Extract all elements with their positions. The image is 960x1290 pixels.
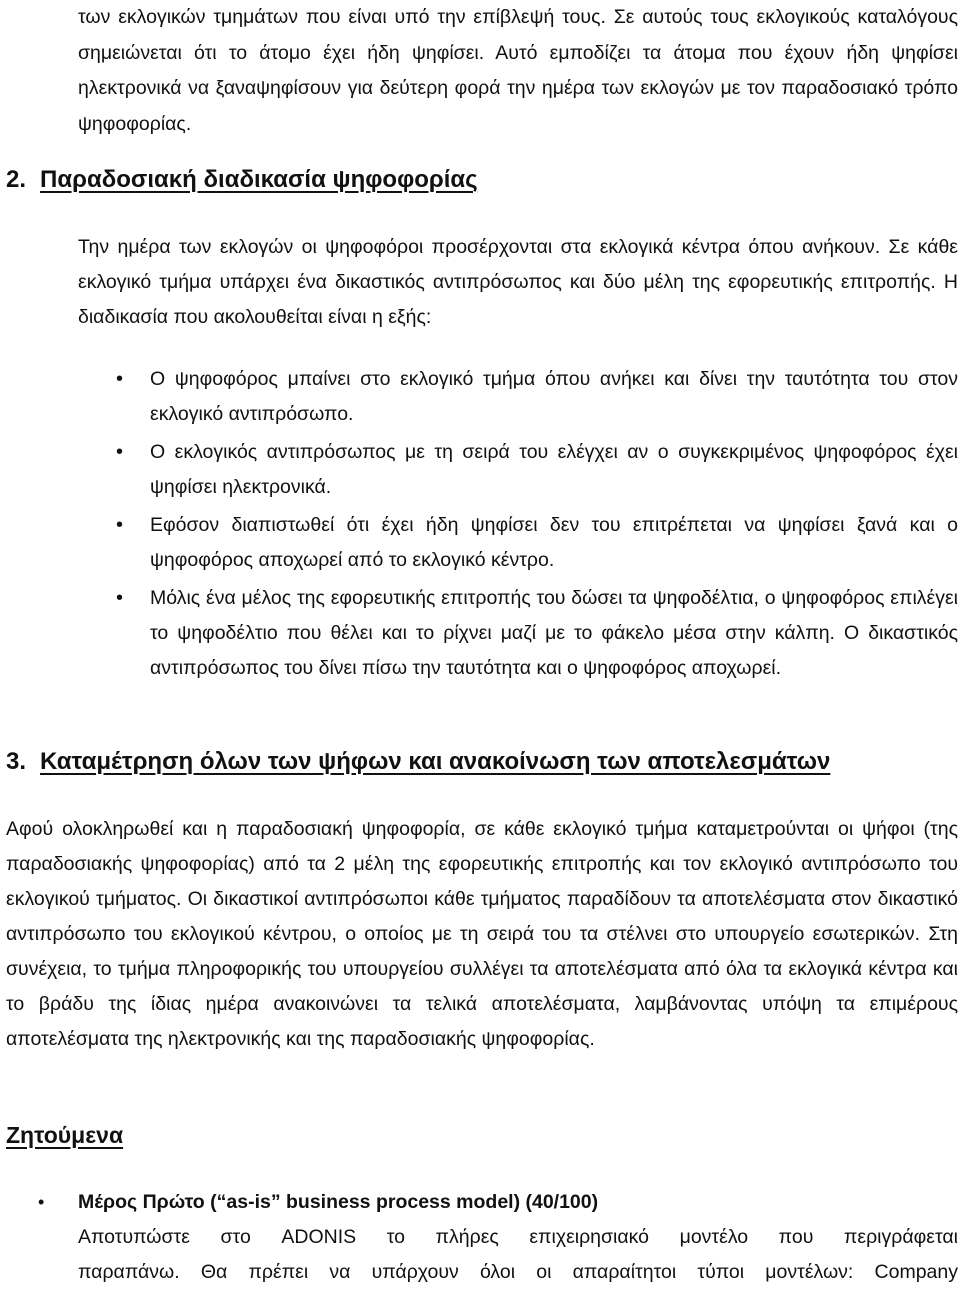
section-2-number: 2. [6, 166, 27, 193]
list-item-text: Μόλις ένα μέλος της εφορευτικής επιτροπής του δώσει τα ψηφοδέλτια, ο ψηφοφόρος επιλέγει το ψηφοδέλτιο που θέλει και το ρίχνει μαζί με το φάκελο μέσα στην κάλπη. Ο δικαστικός αντιπρόσωπος του δίνει πίσω την ταυτότητα και ο ψηφοφόρος αποχωρεί. [150, 587, 958, 679]
section-3-heading [6, 748, 830, 776]
section-3-number: 3. [6, 748, 27, 775]
voting-steps-list [116, 362, 958, 686]
intro-paragraph: των εκλογικών τμημάτων που είναι υπό την επίβλεψή τους. Σε αυτούς τους εκλογικούς καταλόγους σημειώνεται ότι το άτομο έχει ήδη ψηφίσει. Αυτό εμποδίζει τα άτομα που έχουν ήδη ψηφίσει ηλεκτρονικά να ξαναψηφίσουν για δεύτερη φορά την ημέρα των εκλογών με τον παραδοσιακό τρόπο ψηφοφορίας. [78, 6, 958, 135]
part-one-block [38, 1185, 958, 1290]
bullet-icon: • [116, 587, 124, 609]
section-3-title: Καταμέτρηση όλων των ψήφων και ανακοίνωση των αποτελεσμάτων [40, 748, 831, 775]
bullet-icon: • [116, 368, 124, 390]
part-one-text-line-2: παραπάνω. Θα πρέπει να υπάρχουν όλοι οι απαραίτητοι τύποι μοντέλων: Company [78, 1261, 958, 1283]
list-item [116, 508, 958, 578]
section-2-paragraph: Την ημέρα των εκλογών οι ψηφοφόροι προσέρχονται στα εκλογικά κέντρα όπου ανήκουν. Σε κάθε εκλογικό τμήμα υπάρχει ένα δικαστικός αντιπρόσωπος και δύο μέλη της εφορευτικής επιτροπής. Η διαδικασία που ακολουθείται είναι η εξής: [78, 236, 958, 328]
list-item-text: Εφόσον διαπιστωθεί ότι έχει ήδη ψηφίσει δεν του επιτρέπεται να ψηφίσει ξανά και ο ψηφοφόρος αποχωρεί από το εκλογικό κέντρο. [150, 514, 958, 571]
list-item [116, 362, 958, 432]
part-one-title: Μέρος Πρώτο (“as-is” business process model) (40/100) [78, 1191, 599, 1213]
bullet-icon: • [116, 441, 124, 463]
bullet-icon: • [116, 514, 124, 536]
section-2-heading [6, 166, 478, 194]
section-2-title: Παραδοσιακή διαδικασία ψηφοφορίας [40, 166, 478, 193]
section-3-paragraph: Αφού ολοκληρωθεί και η παραδοσιακή ψηφοφορία, σε κάθε εκλογικό τμήμα καταμετρούνται οι ψήφοι (της παραδοσιακής ψηφοφορίας) από τα 2 μέλη της εφορευτικής επιτροπής και τον εκλογικό αντιπρόσωπο του εκλογικού τμήματος. Οι δικαστικοί αντιπρόσωποι κάθε τμήματος παραδίδουν τα αποτελέσματα στον δικαστικό αντιπρόσωπο του εκλογικού κέντρου, ο οποίος με τη σειρά του τα στέλνει στο υπουργείο εσωτερικών. Στη συνέχεια, το τμήμα πληροφορικής του υπουργείου συλλέγει τα αποτελέσματα από όλα τα εκλογικά κέντρα και το βράδυ της ίδιας ημέρα ανακοινώνει τα τελικά αποτελέσματα, λαμβάνοντας υπόψη τα επιμέρους αποτελέσματα της ηλεκτρονικής και της παραδοσιακής ψηφοφορίας. [6, 818, 958, 1050]
requirements-title: Ζητούμενα [6, 1122, 124, 1148]
list-item [116, 435, 958, 505]
list-item [116, 581, 958, 686]
part-one-text-line-1: Αποτυπώστε στο ADONIS το πλήρες επιχειρησιακό μοντέλο που περιγράφεται [78, 1226, 958, 1248]
list-item-text: Ο ψηφοφόρος μπαίνει στο εκλογικό τμήμα όπου ανήκει και δίνει την ταυτότητα του στον εκλογικό αντιπρόσωπο. [150, 368, 958, 425]
bullet-icon: • [38, 1192, 45, 1212]
list-item-text: Ο εκλογικός αντιπρόσωπος με τη σειρά του ελέγχει αν ο συγκεκριμένος ψηφοφόρος έχει ψηφίσει ηλεκτρονικά. [150, 441, 958, 498]
